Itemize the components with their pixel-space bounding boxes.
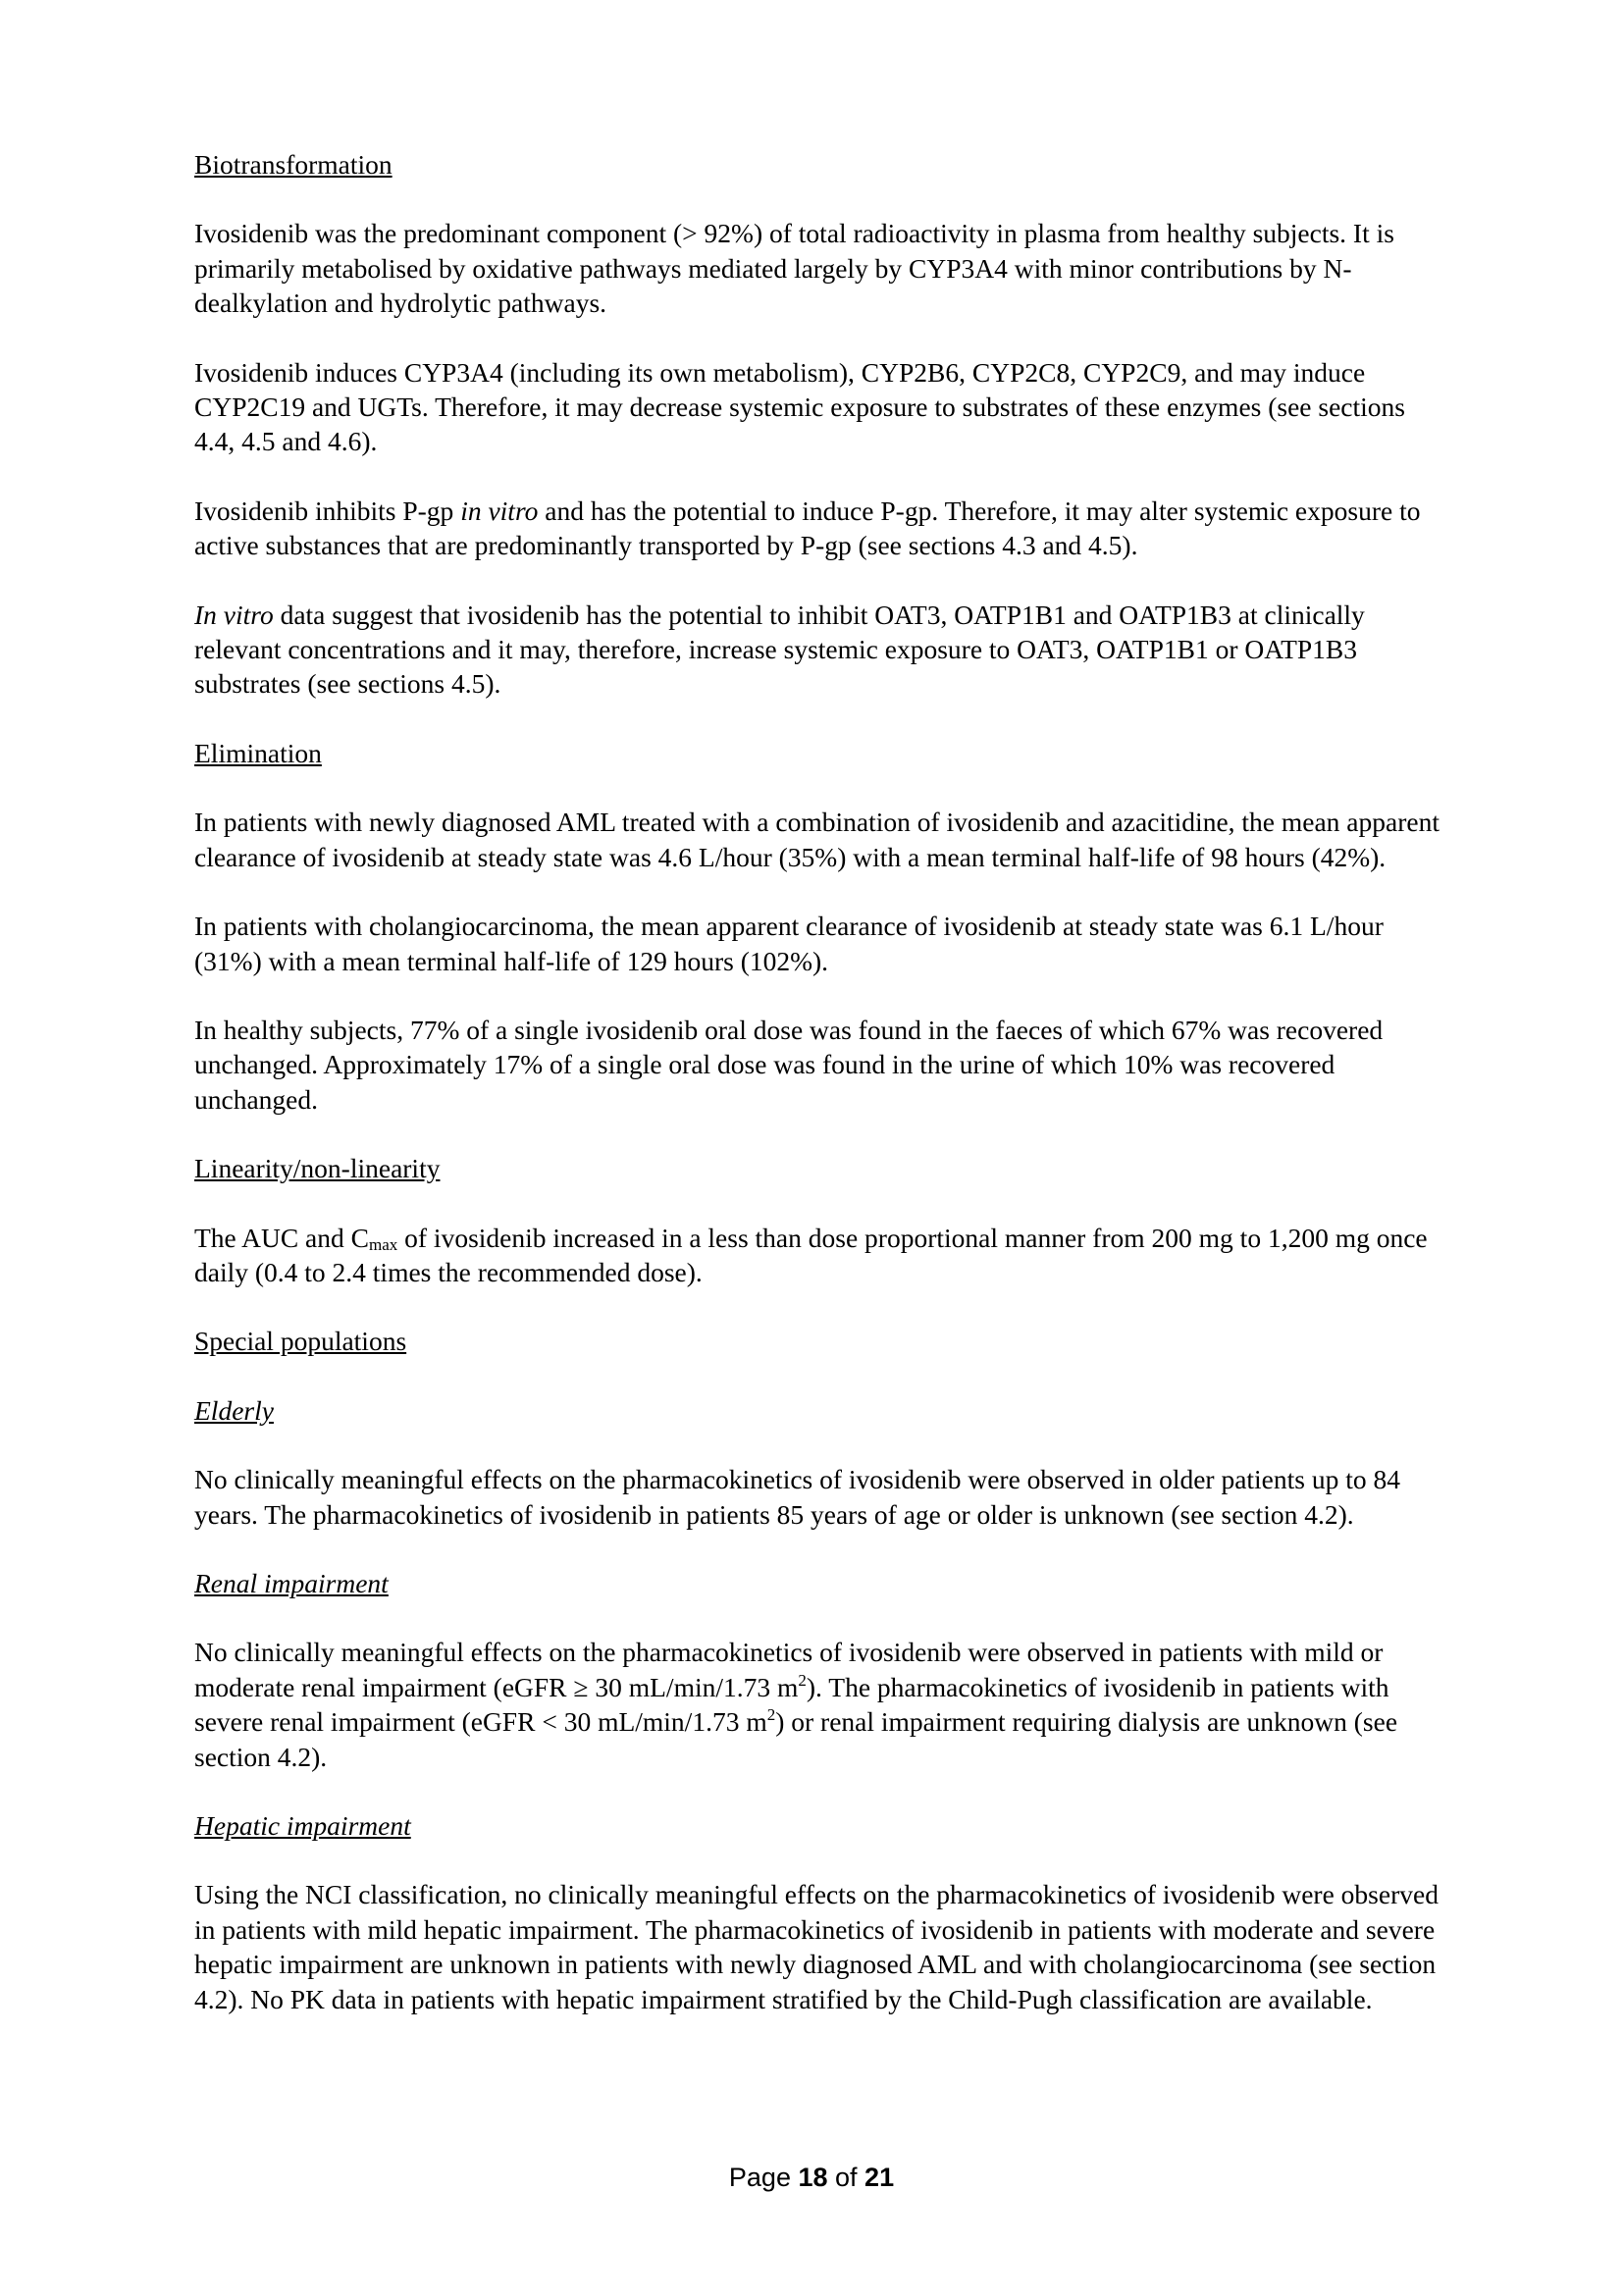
renal-impairment-paragraph [194,1635,1440,1774]
paragraph-text: and has the potential to induce P-gp. Therefore, it may alter systemic exposure to active substances that are predominantly transported by P-gp (see sections 4.3 and 4.5). [194,495,1421,561]
paragraph-text: The AUC and C [194,1222,369,1253]
italic-term: in vitro [460,495,539,526]
paragraph-text: ). The pharmacokinetics of ivosidenib in patients with severe renal impairment (eGFR < 30 mL/min/1.73 m [194,1671,1389,1738]
biotransformation-paragraph-3 [194,494,1440,563]
superscript-squared: 2 [798,1670,807,1690]
page-number-prefix: Page [728,2163,799,2192]
hepatic-impairment-heading: Hepatic impairment [194,1810,411,1841]
elimination-paragraph-1: In patients with newly diagnosed AML treated with a combination of ivosidenib and azacitidine, the mean apparent clearance of ivosidenib at steady state was 4.6 L/hour (35%) with a mean terminal half-life of 98 hours (42%). [194,807,1440,872]
renal-impairment-heading: Renal impairment [194,1567,389,1598]
document-page [194,147,1440,2051]
special-populations-heading: Special populations [194,1326,407,1357]
hepatic-impairment-paragraph: Using the NCI classification, no clinically meaningful effects on the pharmacokinetics of ivosidenib were observed in patients with mild hepatic impairment. The pharmacokinetics of ivosidenib in patients with moderate and severe hepatic impairment are unknown in patients with newly diagnosed AML and with cholangiocarcinoma (see section 4.2). No PK data in patients with hepatic impairment stratified by the Child-Pugh classification are available. [194,1879,1439,2014]
superscript-squared: 2 [766,1705,776,1725]
biotransformation-heading: Biotransformation [194,149,393,180]
paragraph-text: ) or renal impairment requiring dialysis are unknown (see section 4.2). [194,1706,1398,1772]
paragraph-text: No clinically meaningful effects on the pharmacokinetics of ivosidenib were observed in patients with mild or moderate renal impairment (eGFR ≥ 30 mL/min/1.73 m [194,1637,1384,1702]
elderly-heading: Elderly [194,1394,274,1426]
elimination-heading: Elimination [194,737,322,768]
biotransformation-paragraph-4 [194,598,1440,702]
elimination-paragraph-2: In patients with cholangiocarcinoma, the mean apparent clearance of ivosidenib at steady state was 6.1 L/hour (31%) with a mean terminal half-life of 129 hours (102%). [194,911,1384,976]
subscript-max: max [368,1234,398,1254]
biotransformation-paragraph-1: Ivosidenib was the predominant component (> 92%) of total radioactivity in plasma from healthy subjects. It is primarily metabolised by oxidative pathways mediated largely by CYP3A4 with minor contributions by N-dealkylation and hydrolytic pathways. [194,218,1394,319]
elderly-paragraph: No clinically meaningful effects on the pharmacokinetics of ivosidenib were observed in older patients up to 84 years. The pharmacokinetics of ivosidenib in patients 85 years of age or older is unknown (see section 4.2). [194,1464,1401,1530]
page-number-total: 21 [864,2163,895,2192]
paragraph-text: Ivosidenib inhibits P-gp [194,495,461,526]
elimination-paragraph-3: In healthy subjects, 77% of a single ivosidenib oral dose was found in the faeces of which 67% was recovered unchanged. Approximately 17% of a single oral dose was found in the urine of which 10% was recovered unchanged. [194,1014,1384,1115]
paragraph-text: data suggest that ivosidenib has the potential to inhibit OAT3, OATP1B1 and OATP1B3 at clinically relevant concentrations and it may, therefore, increase systemic exposure to OAT3, OATP1B1 or OATP1B3 substrates (see sections 4.5). [194,599,1365,700]
page-number-current: 18 [798,2163,828,2192]
biotransformation-paragraph-2: Ivosidenib induces CYP3A4 (including its own metabolism), CYP2B6, CYP2C8, CYP2C9, and may induce CYP2C19 and UGTs. Therefore, it may decrease systemic exposure to substrates of these enzymes (see sections 4.4, 4.5 and 4.6). [194,356,1405,457]
linearity-heading: Linearity/non-linearity [194,1153,441,1184]
italic-term: In vitro [194,599,274,630]
page-number-middle: of [827,2163,865,2192]
page-footer [0,2163,1623,2193]
paragraph-text: of ivosidenib increased in a less than dose proportional manner from 200 mg to 1,200 mg once daily (0.4 to 2.4 times the recommended dose). [194,1222,1428,1287]
linearity-paragraph-1 [194,1221,1440,1290]
